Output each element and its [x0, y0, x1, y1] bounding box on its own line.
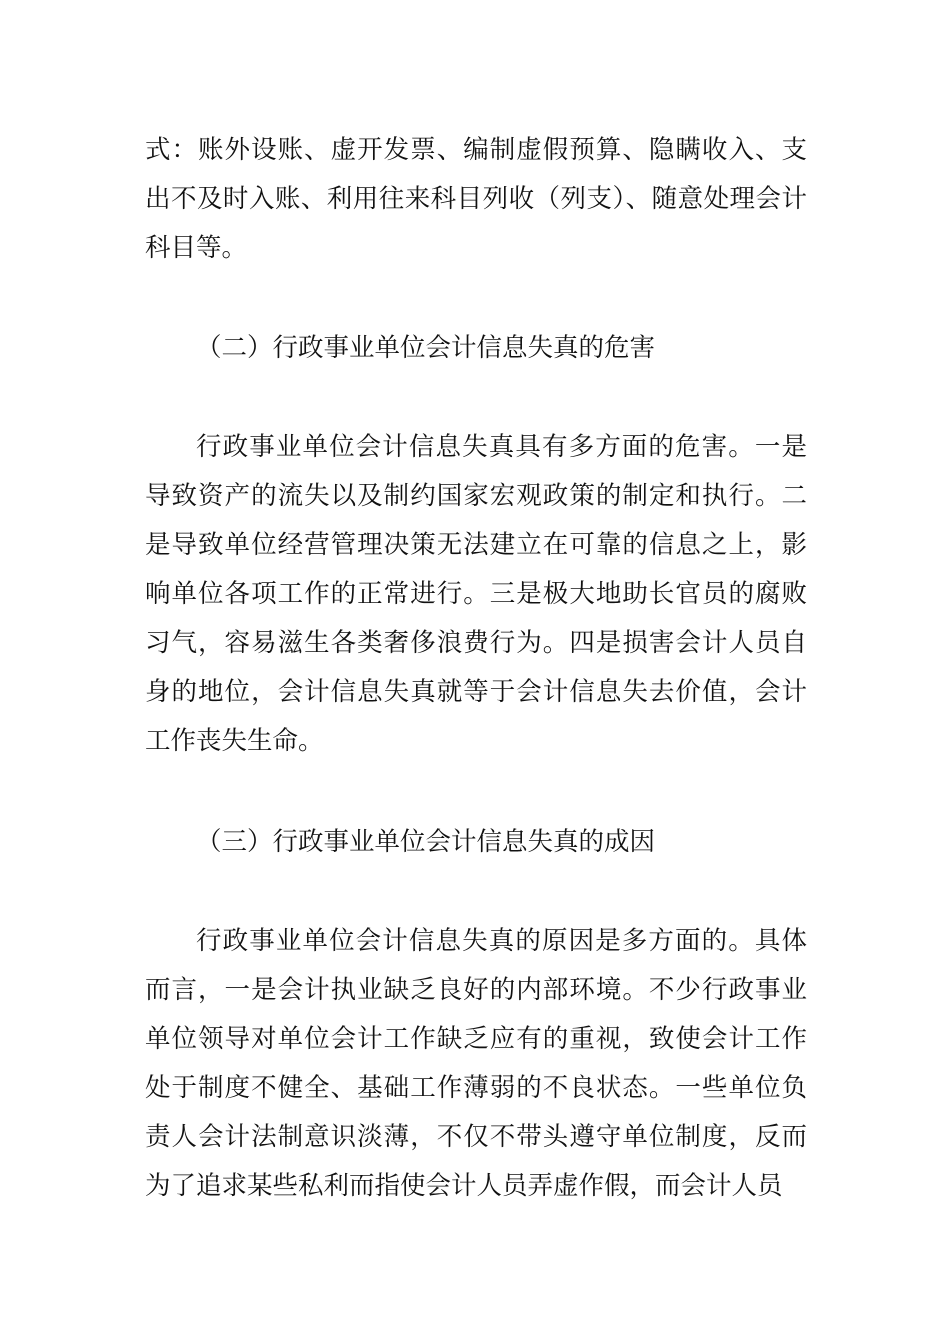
section-heading: （二）行政事业单位会计信息失真的危害: [196, 333, 656, 363]
body-paragraph: 行政事业单位会计信息失真的原因是多方面的。具体而言，一是会计执业缺乏良好的内部环境。不少行政事业单位领导对单位会计工作缺乏应有的重视，致使会计工作处于制度不健全、基础工作薄弱的不良状态。一些单位负责人会计法制意识淡薄，不仅不带头遵守单位制度，反而为了追求某些私利而指使会计人员弄虚作假，而会计人员: [145, 926, 807, 1201]
body-paragraph: 行政事业单位会计信息失真具有多方面的危害。一是导致资产的流失以及制约国家宏观政策的制定和执行。二是导致单位经营管理决策无法建立在可靠的信息之上，影响单位各项工作的正常进行。三是极大地助长官员的腐败习气，容易滋生各类奢侈浪费行为。四是损害会计人员自身的地位，会计信息失真就等于会计信息失去价值，会计工作丧失生命。: [145, 432, 807, 756]
body-paragraph: 式：账外设账、虚开发票、编制虚假预算、隐瞒收入、支出不及时入账、利用往来科目列收（列支）、随意处理会计科目等。: [145, 135, 807, 263]
section-heading: （三）行政事业单位会计信息失真的成因: [196, 827, 656, 857]
